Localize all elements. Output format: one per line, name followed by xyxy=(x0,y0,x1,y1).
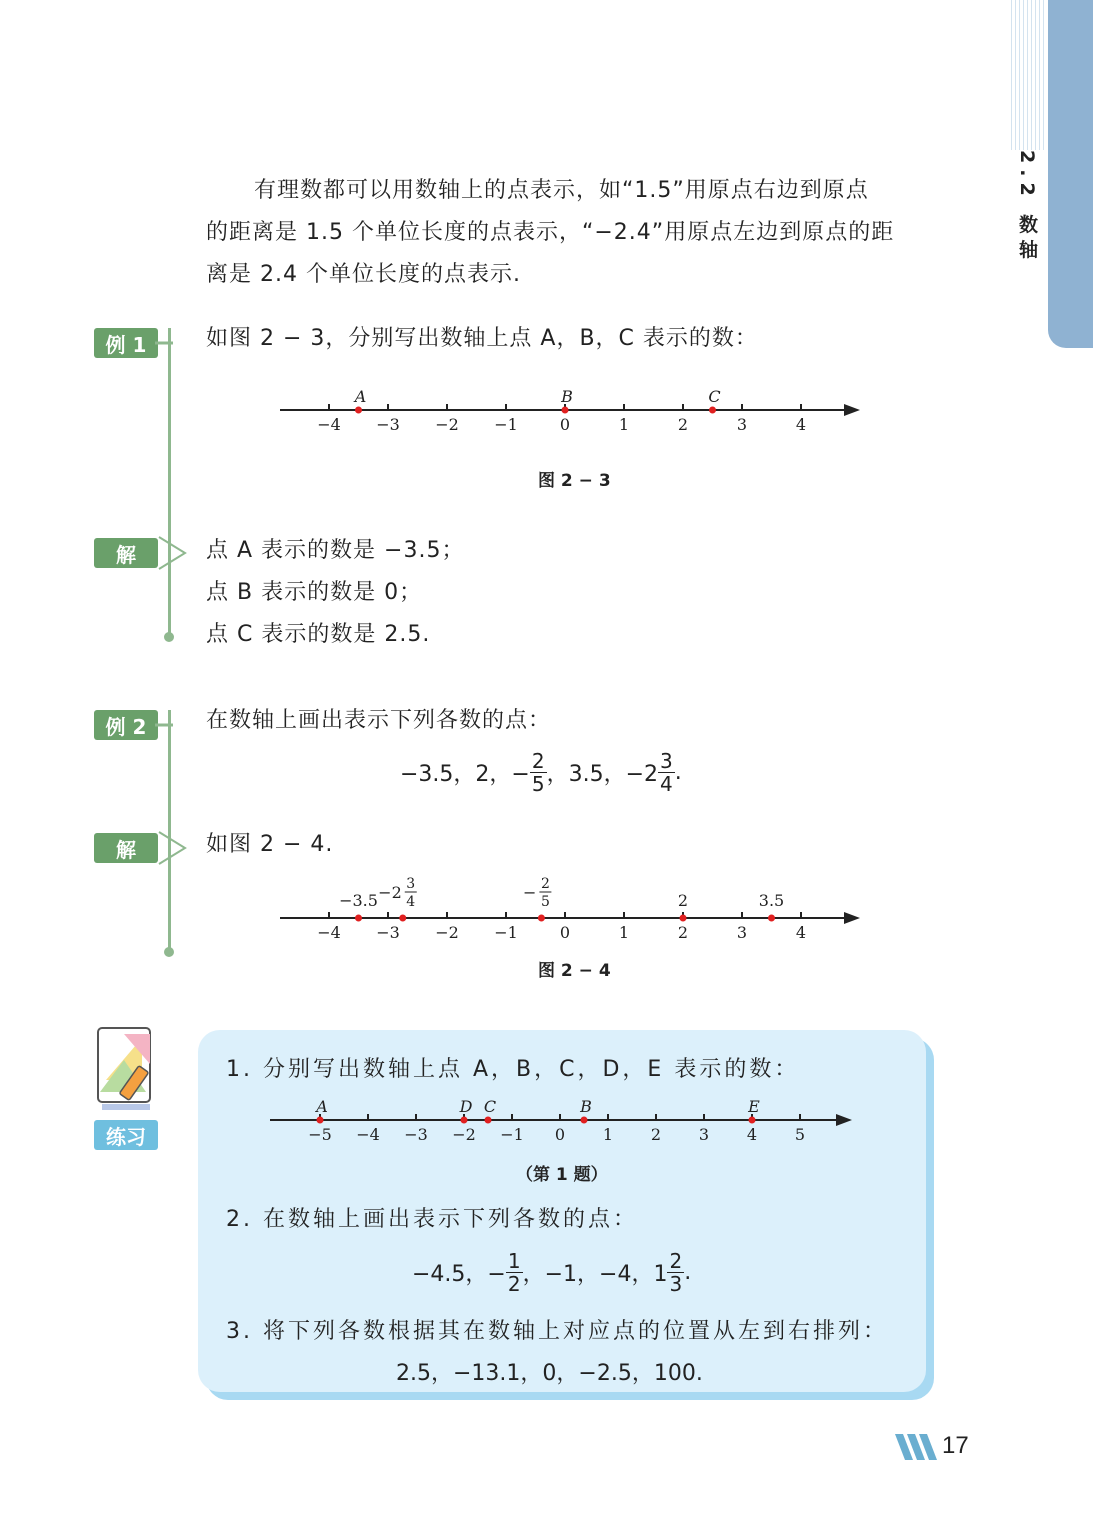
example-2-number-line xyxy=(270,868,870,948)
axis-tick-label: −3 xyxy=(404,1125,428,1144)
exercise-q3: 3. 将下列各数根据其在数轴上对应点的位置从左到右排列： xyxy=(226,1319,888,1344)
exercise-q1: 1. 分别写出数轴上点 A，B，C，D，E 表示的数： xyxy=(226,1057,800,1082)
axis-point xyxy=(538,915,545,922)
axis-tick-label: 3 xyxy=(736,415,748,434)
axis-tick-label: −1 xyxy=(494,923,518,942)
point-label-neg-2-3-4-num: 3 xyxy=(406,876,416,892)
exercise-q1-caption: （第 1 题） xyxy=(516,1165,608,1185)
axis-point-label: D xyxy=(459,1097,473,1116)
exercise-number-line xyxy=(262,1092,862,1148)
exercise-q3-numbers: 2.5，−13.1，0，−2.5，100. xyxy=(396,1361,703,1386)
solution-2-text: 如图 2 − 4. xyxy=(206,832,334,857)
axis-tick-label: −4 xyxy=(317,923,341,942)
axis-tick-label: 3 xyxy=(736,923,748,942)
ex2-fraction-2 xyxy=(658,750,675,795)
solution-1-line-2: 点 B 表示的数是 0； xyxy=(206,580,423,605)
q2-fraction-2-num: 2 xyxy=(669,1249,683,1273)
intro-paragraph xyxy=(206,170,946,296)
axis-tick-label: 2 xyxy=(677,923,689,942)
axis-arrow-icon xyxy=(844,912,860,924)
axis-point-label: B xyxy=(561,387,573,406)
section-number: 2.2 xyxy=(1016,150,1038,202)
ex2-fraction-1-num: 2 xyxy=(531,749,545,773)
example-2-badge: 例 2 xyxy=(94,710,158,740)
axis-tick-label: 0 xyxy=(559,415,571,434)
decorative-lines xyxy=(1011,0,1047,150)
axis-point xyxy=(581,1117,588,1124)
axis-point xyxy=(768,915,775,922)
example-1-number-line xyxy=(270,380,870,450)
page-stripes-icon xyxy=(893,1432,939,1462)
solution-2-badge: 解 xyxy=(94,833,158,863)
axis-tick-label: −3 xyxy=(376,923,400,942)
q2-part-1: −4.5，− xyxy=(412,1262,506,1287)
axis-point xyxy=(317,1117,324,1124)
axis-point xyxy=(355,407,362,414)
axis-tick-label: −5 xyxy=(308,1125,332,1144)
axis-tick-label: 4 xyxy=(746,1125,758,1144)
section-label xyxy=(1013,150,1041,264)
example-1-question: 如图 2 − 3，分别写出数轴上点 A，B，C 表示的数： xyxy=(206,326,758,351)
point-label-neg-2-5-num: 2 xyxy=(540,876,550,892)
axis-tick-label: 1 xyxy=(618,923,630,942)
exercise-q2: 2. 在数轴上画出表示下列各数的点： xyxy=(226,1207,638,1232)
solution-1-line-1: 点 A 表示的数是 −3.5； xyxy=(206,538,465,563)
figure-2-3-caption: 图 2 − 3 xyxy=(538,471,611,491)
axis-tick-label: 1 xyxy=(602,1125,614,1144)
q2-part-3: . xyxy=(684,1260,692,1285)
solution-1-arrow xyxy=(157,535,187,573)
axis-point-label: B xyxy=(580,1097,592,1116)
axis-arrow-icon xyxy=(844,404,860,416)
axis-tick-label: −1 xyxy=(500,1125,524,1144)
axis-point xyxy=(461,1117,468,1124)
solution-1-line-3: 点 C 表示的数是 2.5. xyxy=(206,622,431,647)
axis-point xyxy=(680,915,687,922)
example-1-badge: 例 1 xyxy=(94,328,158,358)
section-title: 数轴 xyxy=(1016,214,1038,265)
q2-fraction-1-num: 1 xyxy=(507,1249,521,1273)
axis-point xyxy=(709,407,716,414)
intro-line-2: 的距离是 1.5 个单位长度的点表示，“−2.4”用原点左边到原点的距 xyxy=(206,220,895,245)
intro-line-3: 离是 2.4 个单位长度的点表示. xyxy=(206,262,521,287)
q2-part-2: ，−1，−4，1 xyxy=(522,1262,668,1287)
axis-tick-label: 3 xyxy=(698,1125,710,1144)
solution-1-badge: 解 xyxy=(94,538,158,568)
axis-point xyxy=(485,1117,492,1124)
ex2-fraction-2-den: 4 xyxy=(660,772,673,796)
axis-point-label: A xyxy=(316,1097,328,1116)
q2-fraction-2 xyxy=(667,1250,684,1295)
axis-tick-label: 0 xyxy=(554,1125,566,1144)
intro-line-1: 有理数都可以用数轴上的点表示，如“1.5”用原点右边到原点 xyxy=(254,178,869,203)
axis-tick-label: 4 xyxy=(795,923,807,942)
axis-point-label: C xyxy=(483,1097,497,1116)
axis-arrow-icon xyxy=(836,1114,852,1126)
point-label-neg-2-5-den: 5 xyxy=(540,894,550,910)
axis-point xyxy=(749,1117,756,1124)
axis-tick-label: −3 xyxy=(376,415,400,434)
point-label-neg-2-3-4-den: 4 xyxy=(406,894,416,910)
solution-1-lines xyxy=(206,530,464,656)
example-1-rail xyxy=(168,328,171,638)
axis-tick-label: −4 xyxy=(317,415,341,434)
point-label-3-5: 3.5 xyxy=(758,891,785,910)
axis-tick-label: −2 xyxy=(435,415,459,434)
exercise-q2-numbers xyxy=(412,1250,691,1295)
chapter-tab xyxy=(1048,0,1093,348)
ex2-numbers-part-3: . xyxy=(674,760,682,785)
ex2-fraction-1-den: 5 xyxy=(531,772,545,796)
axis-tick-label: −2 xyxy=(435,923,459,942)
example-2-number-list xyxy=(400,750,682,795)
axis-point xyxy=(399,915,406,922)
example-1-rail-end xyxy=(162,630,176,644)
point-label-neg-2-3-4-prefix: −2 xyxy=(378,883,402,902)
axis-point xyxy=(355,915,362,922)
axis-tick-label: −4 xyxy=(356,1125,380,1144)
axis-tick-label: 5 xyxy=(794,1125,806,1144)
q2-fraction-2-den: 3 xyxy=(669,1272,683,1296)
axis-tick-label: 2 xyxy=(677,415,689,434)
point-label-neg-3-5: −3.5 xyxy=(339,891,378,910)
axis-point-label: A xyxy=(354,387,367,406)
solution-2-arrow xyxy=(157,830,187,868)
page-number: 17 xyxy=(942,1432,969,1459)
axis-tick-label: 4 xyxy=(795,415,807,434)
axis-tick-label: 1 xyxy=(618,415,630,434)
pencil-notebook-icon xyxy=(84,1020,168,1116)
exercise-badge: 练习 xyxy=(94,1120,158,1150)
q2-fraction-1-den: 2 xyxy=(507,1272,521,1296)
figure-2-4-caption: 图 2 − 4 xyxy=(538,961,611,981)
example-2-rail-end xyxy=(162,945,176,959)
q2-fraction-1 xyxy=(506,1250,523,1295)
axis-tick-label: 0 xyxy=(559,923,571,942)
ex2-numbers-part-1: −3.5，2，− xyxy=(400,762,530,787)
axis-tick-label: 2 xyxy=(650,1125,662,1144)
axis-point-label: E xyxy=(748,1097,760,1116)
ex2-fraction-1 xyxy=(530,750,547,795)
axis-point-label: C xyxy=(708,387,721,406)
example-2-question: 在数轴上画出表示下列各数的点： xyxy=(206,708,552,733)
ex2-numbers-part-2: ，3.5，−2 xyxy=(546,762,659,787)
axis-point xyxy=(562,407,569,414)
point-label-2: 2 xyxy=(677,891,689,910)
axis-tick-label: −1 xyxy=(494,415,518,434)
axis-tick-label: −2 xyxy=(452,1125,476,1144)
ex2-fraction-2-num: 3 xyxy=(660,749,673,773)
point-label-neg-2-5-prefix: − xyxy=(522,883,537,902)
